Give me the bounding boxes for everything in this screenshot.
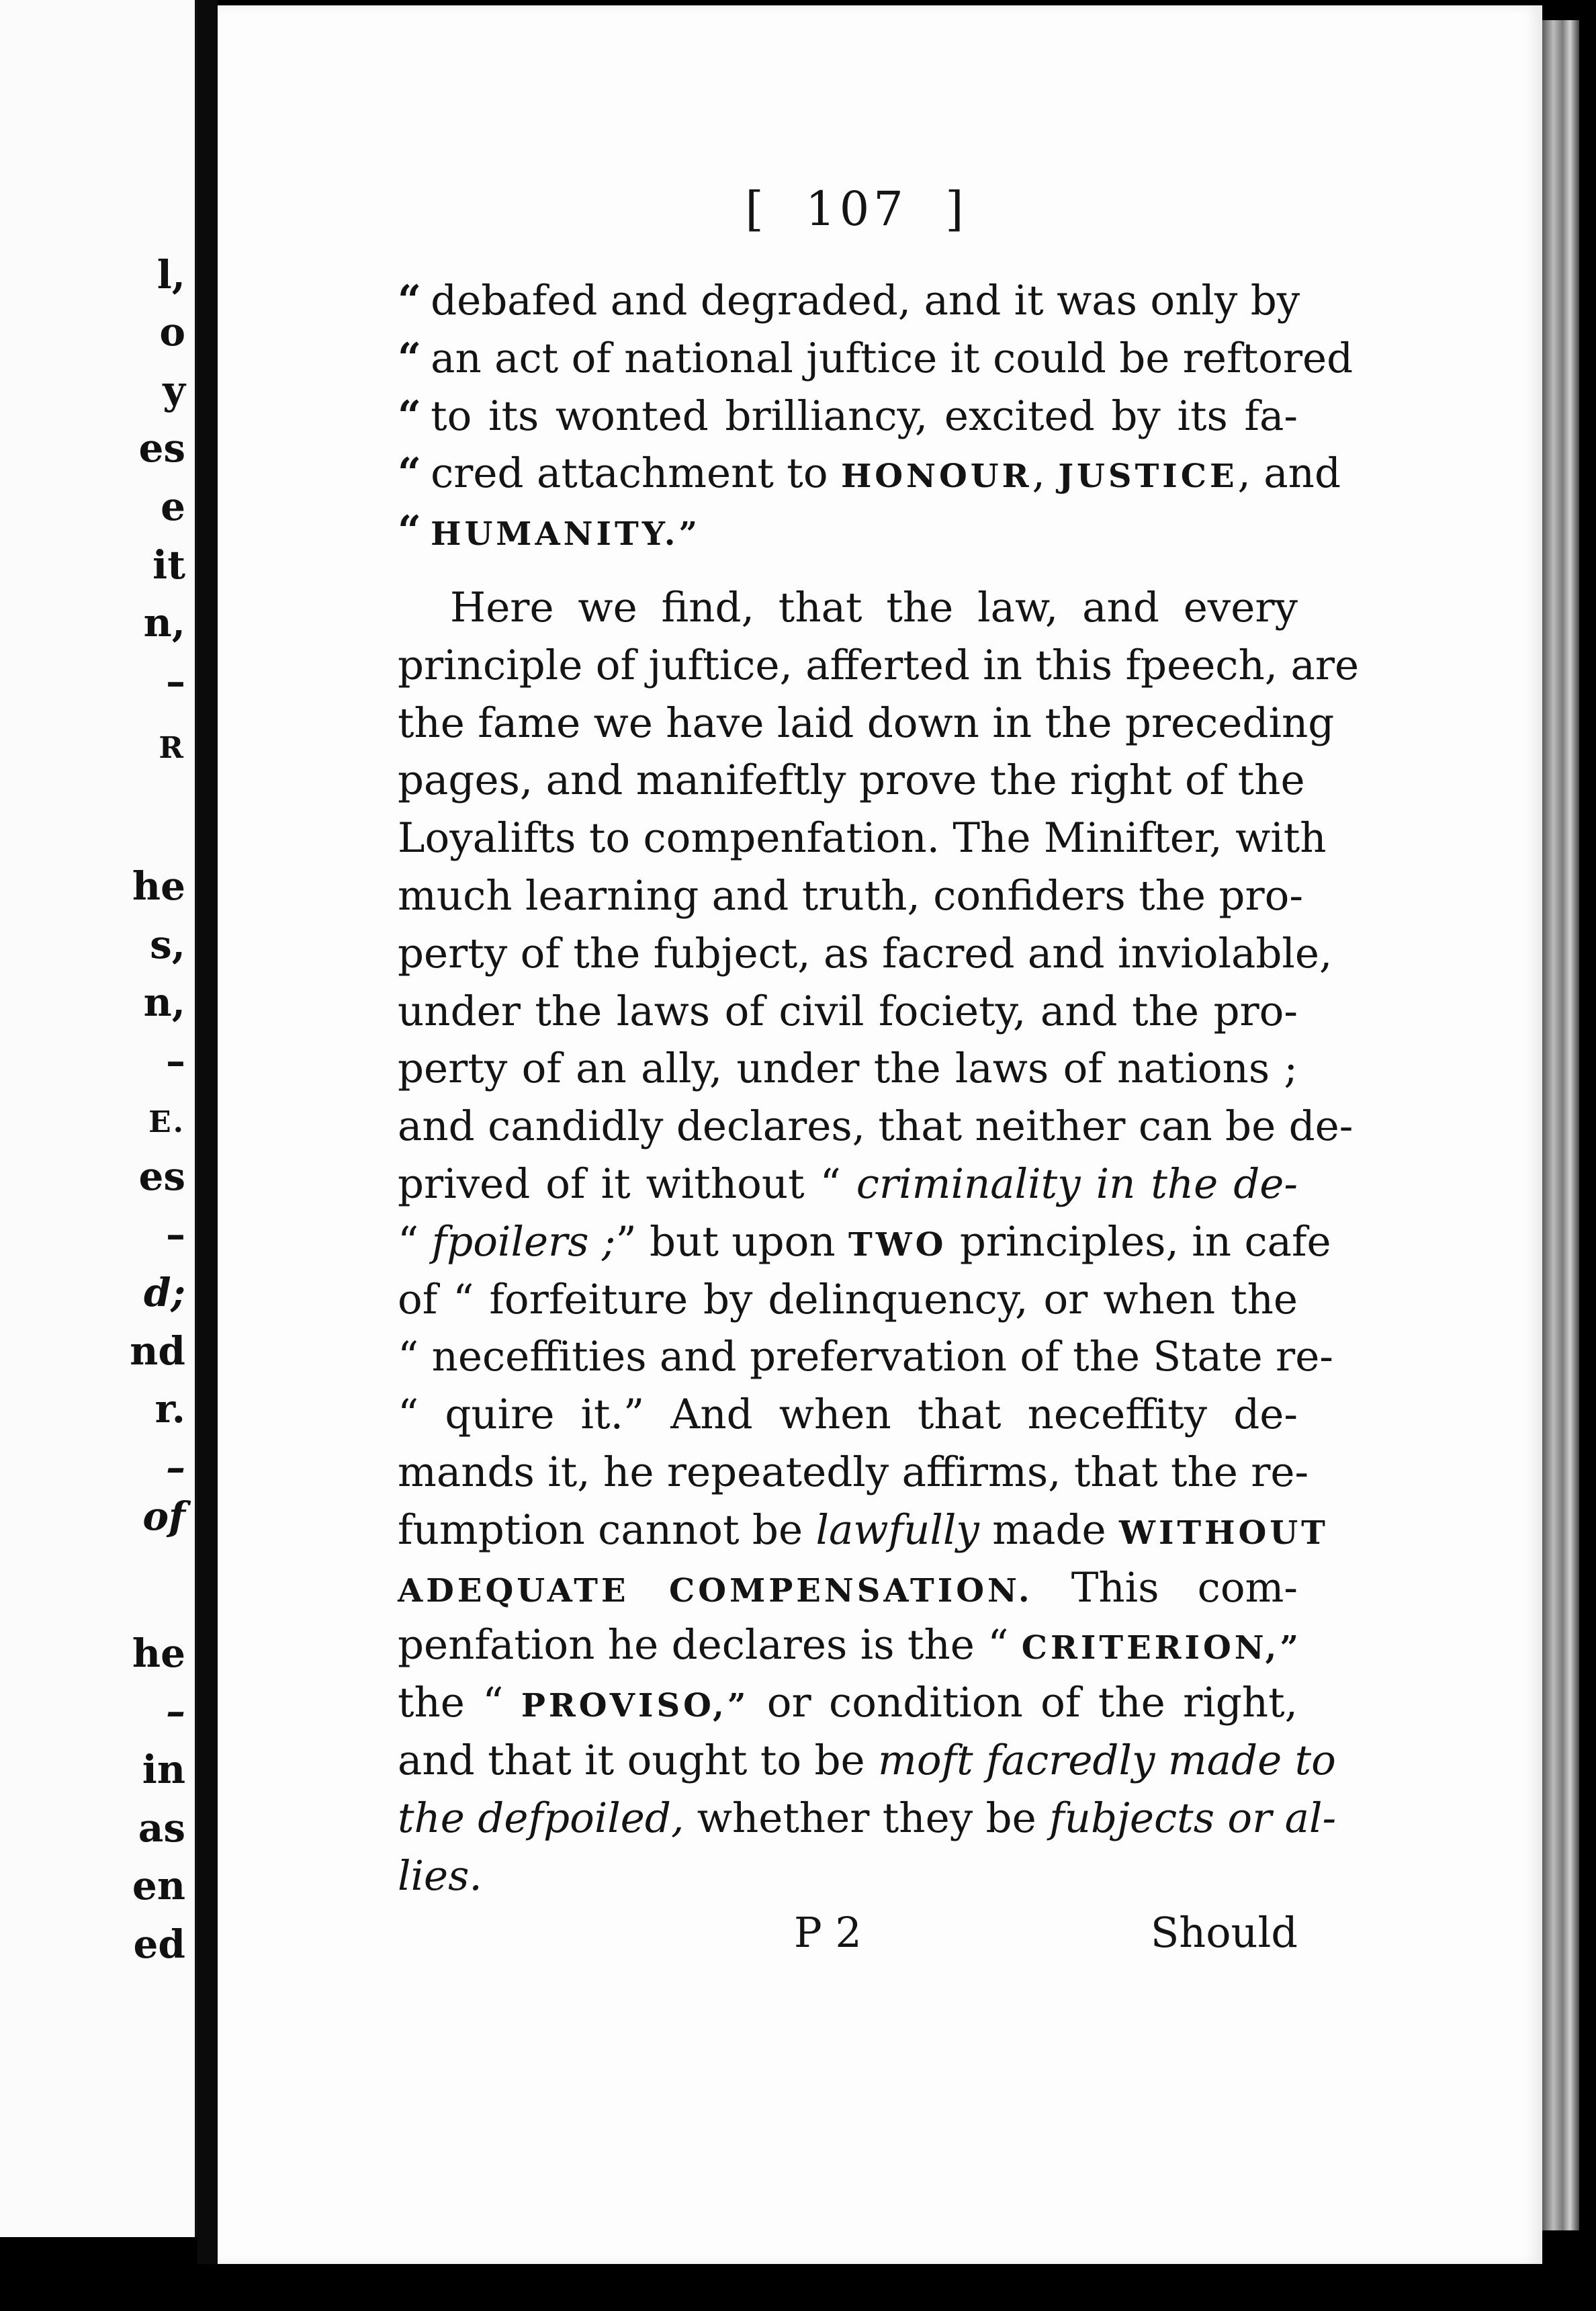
paragraph-line: of “ forfeiture by delinquency, or when the <box>398 1275 1298 1323</box>
quote-line: “ to its wonted brilliancy, excited by its fa- <box>398 392 1298 440</box>
margin-fragment: as <box>138 1805 185 1851</box>
paragraph-line: mands it, he repeatedly affirms, that the re- <box>398 1448 1309 1496</box>
margin-fragment: in <box>142 1747 185 1792</box>
paragraph-line: “ neceffities and prefervation of the State re- <box>398 1333 1333 1381</box>
paragraph-line: the defpoiled, whether they be fubjects or al- <box>398 1794 1337 1842</box>
paragraph-line: “ quire it.” And when that neceffity de- <box>398 1391 1298 1439</box>
quote-line: “ cred attachment to HONOUR, JUSTICE, and <box>398 449 1341 498</box>
margin-fragment: it <box>152 542 185 588</box>
paragraph-line: fumption cannot be lawfully made WITHOUT <box>398 1506 1329 1554</box>
paragraph-line: ADEQUATE COMPENSATION. This com- <box>398 1563 1298 1612</box>
margin-fragment: es <box>138 1153 185 1199</box>
margin-fragment: – <box>166 1688 185 1734</box>
paragraph-line: “ fpoilers ;” but upon TWO principles, in cafe <box>398 1217 1331 1266</box>
margin-fragment: r. <box>154 1386 185 1432</box>
margin-fragment: – <box>166 1038 185 1084</box>
margin-fragment: l, <box>157 252 185 298</box>
paragraph-line: the fame we have laid down in the preceding <box>398 699 1335 747</box>
paragraph-line: much learning and truth, confiders the pro- <box>398 871 1303 920</box>
margin-fragment: – <box>166 1211 185 1257</box>
margin-fragment: ed <box>133 1921 185 1967</box>
margin-fragment: en <box>132 1863 185 1909</box>
margin-fragment: e <box>161 484 185 529</box>
signature-mark: P 2 <box>794 1908 862 1957</box>
paragraph-line: under the laws of civil fociety, and the pro- <box>398 987 1298 1035</box>
catchword: Should <box>1150 1908 1298 1957</box>
page-number: [ 107 ] <box>745 181 968 236</box>
quote-line: “ HUMANITY.” <box>398 507 701 556</box>
book-gutter <box>197 0 218 2311</box>
paragraph-line: pages, and manifeftly prove the right of the <box>398 756 1305 805</box>
paragraph-line: perty of an ally, under the laws of nations ; <box>398 1045 1298 1093</box>
quote-line: “ an act of national juftice it could be reftored <box>398 334 1354 382</box>
margin-fragment: s, <box>150 922 185 967</box>
paragraph-line: the “ PROVISO,” or condition of the right, <box>398 1679 1298 1727</box>
paragraph-line: and that it ought to be moft facredly made to <box>398 1736 1336 1784</box>
paragraph-line: penfation he declares is the “ CRITERION,” <box>398 1621 1302 1669</box>
margin-fragment: y <box>163 367 185 413</box>
margin-fragment: nd <box>130 1328 185 1374</box>
margin-fragment: E. <box>148 1105 185 1139</box>
margin-fragment: he <box>132 1630 185 1676</box>
paragraph-line: principle of juftice, afferted in this fpeech, are <box>398 641 1360 689</box>
facing-page-fragment <box>0 0 197 2237</box>
paragraph-line: perty of the fubject, as facred and inviolable, <box>398 929 1333 977</box>
scan-border <box>0 2264 1596 2311</box>
paragraph-line: lies. <box>398 1851 482 1900</box>
margin-fragment: d; <box>144 1270 185 1315</box>
margin-fragment: R <box>159 731 185 765</box>
margin-fragment: n, <box>143 600 185 646</box>
margin-fragment: he <box>132 863 185 909</box>
paragraph-line: and candidly declares, that neither can be de- <box>398 1102 1354 1151</box>
paragraph-line: Loyalifts to compenfation. The Minifter, with <box>398 814 1327 863</box>
margin-fragment: o <box>159 309 185 355</box>
paragraph-line: prived of it without “ criminality in the de- <box>398 1160 1298 1208</box>
margin-fragment: – <box>166 1444 185 1490</box>
margin-fragment: es <box>138 425 185 471</box>
paragraph-line: Here we find, that the law, and every <box>450 583 1298 631</box>
quote-line: “ debafed and degraded, and it was only by <box>398 277 1300 324</box>
margin-fragment: n, <box>143 979 185 1025</box>
page-edge <box>1542 20 1579 2230</box>
margin-fragment: – <box>166 658 185 704</box>
body-text <box>398 272 1360 1905</box>
margin-fragment: of <box>142 1493 185 1539</box>
